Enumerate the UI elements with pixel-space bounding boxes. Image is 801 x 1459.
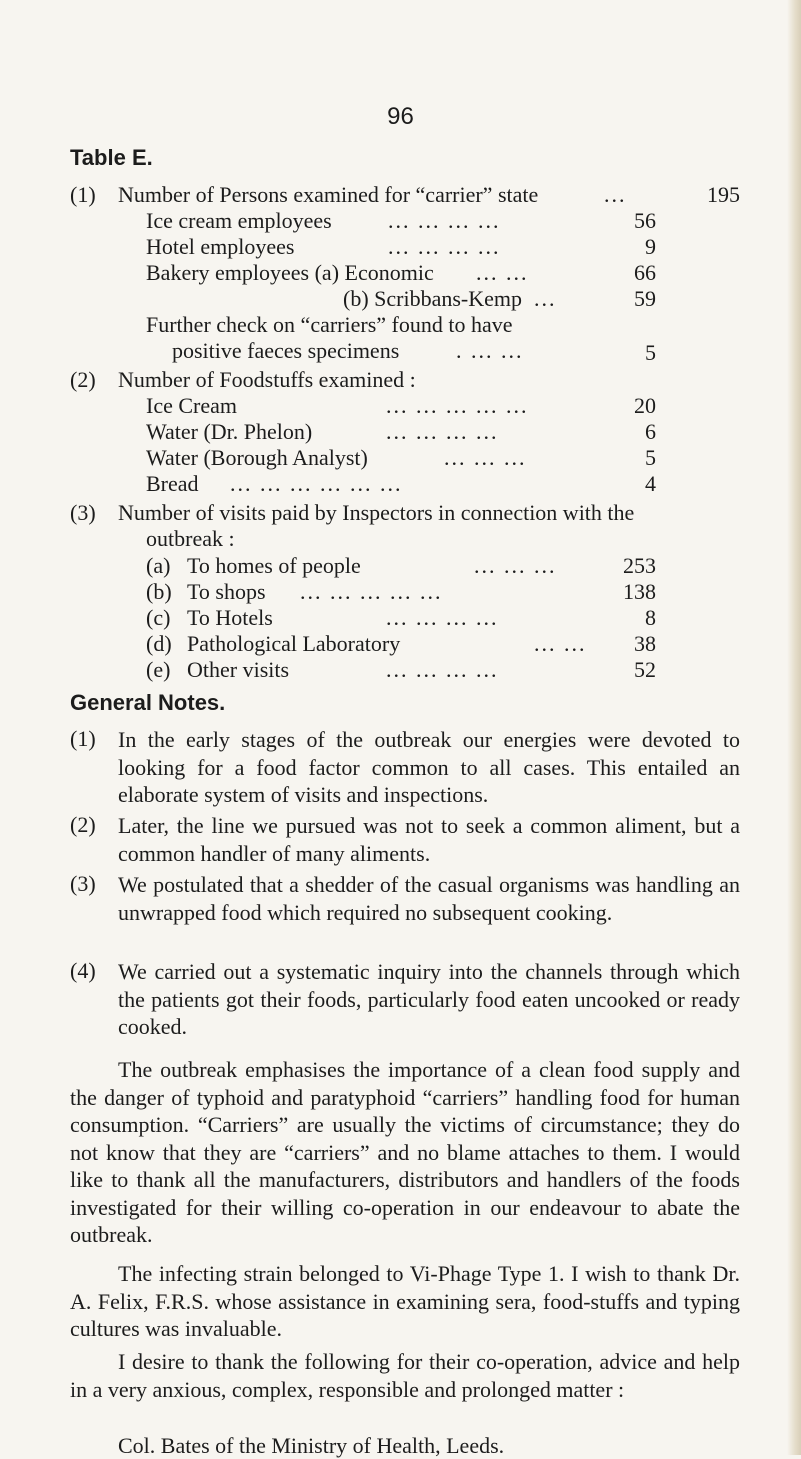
row-dots: ... ... xyxy=(476,260,529,285)
section-1-number: (1) xyxy=(70,182,96,207)
section-3-label: Number of visits paid by Inspectors in connection with the xyxy=(118,500,635,525)
row-label: Ice cream employees xyxy=(146,208,332,233)
section-1-label: Number of Persons examined for “carrier” state xyxy=(118,182,539,207)
row-dots: ... ... ... ... xyxy=(386,419,499,444)
row-label: To shops xyxy=(187,579,266,604)
row-dots: ... ... ... xyxy=(444,445,527,470)
row-value: 66 xyxy=(634,260,656,285)
row-dots: ... xyxy=(534,286,557,311)
row-value: 20 xyxy=(634,393,656,418)
row-value: 8 xyxy=(645,605,656,630)
row-key: (a) xyxy=(146,553,171,578)
row-value: 38 xyxy=(634,631,656,656)
row-label: To homes of people xyxy=(187,553,361,578)
row-key: (d) xyxy=(146,631,172,656)
further-check-value: 5 xyxy=(645,340,656,365)
row-label: (b) Scribbans-Kemp xyxy=(343,286,523,311)
page-number: 96 xyxy=(387,103,414,130)
row-value: 138 xyxy=(623,579,656,604)
row-label: Ice Cream xyxy=(146,393,237,418)
note-number: (3) xyxy=(70,871,96,896)
row-value: 5 xyxy=(645,445,656,470)
row-value: 9 xyxy=(645,234,656,259)
row-label: To Hotels xyxy=(187,605,273,630)
general-notes-heading: General Notes. xyxy=(70,690,226,715)
row-value: 59 xyxy=(634,286,656,311)
note-number: (4) xyxy=(70,958,96,983)
row-dots: ... ... ... ... xyxy=(388,208,501,233)
row-dots: ... ... ... xyxy=(474,553,557,578)
row-label: Bakery employees (a) Economic xyxy=(146,260,434,285)
section-3-label-continued: outbreak : xyxy=(146,526,235,551)
note-text: We postulated that a shedder of the casual organisms was handling an unwrapped food which required no subsequent cooking. xyxy=(118,872,740,925)
row-dots: ... ... ... ... xyxy=(386,605,499,630)
row-dots: ... ... ... ... xyxy=(386,657,499,682)
thanks-item: Col. Bates of the Ministry of Health, Leeds. xyxy=(118,1433,505,1458)
body-paragraph: I desire to thank the following for their co-operation, advice and help in a very anxious, complex, responsible and prolonged matter : xyxy=(70,1349,740,1402)
body-paragraph: The infecting strain belonged to Vi-Phage Type 1. I wish to thank Dr. A. Felix, F.R.S. whose assistance in examining sera, food-stuffs and typing cultures was invaluable. xyxy=(70,1261,740,1341)
row-dots: ... ... xyxy=(534,631,587,656)
row-value: 56 xyxy=(634,208,656,233)
note-text: We carried out a systematic inquiry into the channels through which the patients got their foods, particularly food eaten uncooked or ready cooked. xyxy=(118,959,740,1039)
row-label: Water (Borough Analyst) xyxy=(146,445,368,470)
row-dots: ... ... ... ... xyxy=(388,234,501,259)
row-key: (c) xyxy=(146,605,171,630)
row-dots: ... ... ... ... ... ... xyxy=(230,471,403,496)
row-label: Hotel employees xyxy=(146,234,295,259)
row-label: Water (Dr. Phelon) xyxy=(146,419,313,444)
row-key: (e) xyxy=(146,657,171,682)
further-check-line-2: positive faeces specimens xyxy=(172,338,400,363)
further-check-line-1: Further check on “carriers” found to have xyxy=(146,312,513,337)
section-1-dots: ... xyxy=(604,182,627,207)
row-value: 6 xyxy=(645,419,656,444)
note-text: Later, the line we pursued was not to seek a common aliment, but a common handler of many aliments. xyxy=(118,813,740,866)
row-label: Other visits xyxy=(187,657,290,682)
section-2-label: Number of Foodstuffs examined : xyxy=(118,367,416,392)
note-number: (2) xyxy=(70,812,96,837)
note-number: (1) xyxy=(70,726,96,751)
row-label: Bread xyxy=(146,471,199,496)
row-label: Pathological Laboratory xyxy=(187,631,401,656)
row-dots: ... ... ... ... ... xyxy=(300,579,443,604)
section-2-number: (2) xyxy=(70,367,96,392)
body-paragraph: The outbreak emphasises the importance of a clean food supply and the danger of typhoid and paratyphoid “carriers” handling food for human consumption. “Carriers” are usually the victims of circumstance; they do not know that they are “carriers” and no blame attaches to them. I would like to thank all the manufacturers, distributors and handlers of the foods investigated for their willing co-operation in our endeavour to abate the outbreak. xyxy=(70,1057,740,1247)
section-3-number: (3) xyxy=(70,500,96,525)
row-key: (b) xyxy=(146,579,172,604)
row-value: 253 xyxy=(623,553,656,578)
table-heading: Table E. xyxy=(70,145,153,170)
page-edge-shadow xyxy=(787,0,801,1455)
further-check-dots: . ... ... xyxy=(456,338,524,363)
section-1-total: 195 xyxy=(707,182,740,207)
row-dots: ... ... ... ... ... xyxy=(386,393,529,418)
note-text: In the early stages of the outbreak our energies were devoted to looking for a food factor common to all cases. This entailed an elaborate system of visits and inspections. xyxy=(118,727,740,807)
row-value: 52 xyxy=(634,657,656,682)
row-value: 4 xyxy=(645,471,656,496)
